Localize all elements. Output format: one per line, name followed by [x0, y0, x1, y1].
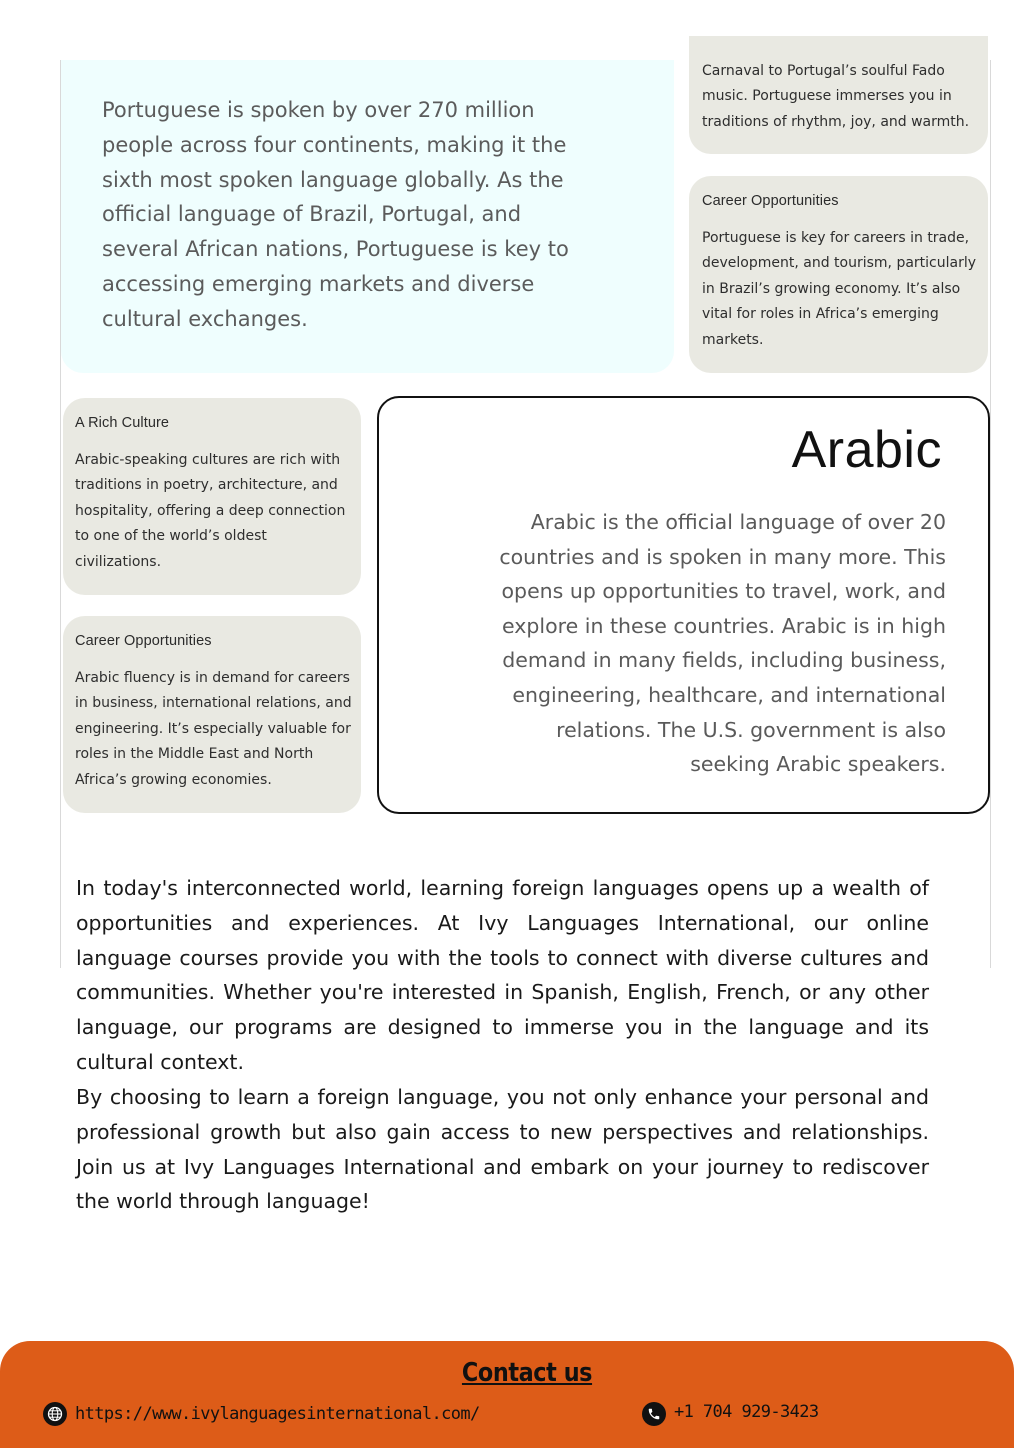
portuguese-career-text: Portuguese is key for careers in trade, development, and tourism, particularly in Brazil’s growing economy. It’s also vital for roles in Africa’s emerging markets. — [702, 230, 977, 348]
website-link[interactable]: https://www.ivylanguagesinternational.com/ — [75, 1404, 480, 1424]
phone-icon — [642, 1402, 666, 1426]
arabic-culture-title: A Rich Culture — [75, 415, 170, 431]
arabic-main-box — [377, 396, 990, 814]
portuguese-career-title: Career Opportunities — [702, 193, 839, 209]
arabic-description: Arabic is the official language of over 20 countries and is spoken in many more. This opens up opportunities to travel, work, and explore in these countries. Arabic is in high demand in many fields, including business, engineering, healthcare, and international relations. The U.S. government is also seeking Arabic speakers. — [499, 510, 946, 777]
body-paragraph-1: In today's interconnected world, learning foreign languages opens up a wealth of opportunities and experiences. At Ivy Languages International, our online language courses provide you with the tools to connect with diverse cultures and communities. Whether you're interested in Spanish, English, French, or any other language, our programs are designed to immerse you in the language and its cultural context. — [76, 876, 929, 1074]
phone-number[interactable]: +1 704 929-3423 — [674, 1402, 819, 1422]
arabic-heading: Arabic — [791, 421, 942, 479]
globe-icon — [43, 1402, 67, 1426]
portuguese-culture-text: Carnaval to Portugal’s soulful Fado music. Portuguese immerses you in traditions of rhythm, joy, and warmth. — [702, 63, 970, 130]
right-frame-line — [990, 60, 991, 968]
arabic-career-title: Career Opportunities — [75, 633, 212, 649]
body-paragraph-2: By choosing to learn a foreign language, you not only enhance your personal and professional growth but also gain access to new perspectives and relationships. Join us at Ivy Languages International and embark on your journey to rediscover the world through language! — [76, 1085, 929, 1214]
contact-us-heading: Contact us — [461, 1358, 593, 1388]
arabic-culture-text: Arabic-speaking cultures are rich with traditions in poetry, architecture, and hospitality, offering a deep connection to one of the world’s oldest civilizations. — [75, 452, 346, 570]
portuguese-intro-text: Portuguese is spoken by over 270 million people across four continents, making it the sixth most spoken language globally. As the official language of Brazil, Portugal, and several African nations, Portuguese is key to accessing emerging markets and diverse cultural exchanges. — [102, 98, 569, 331]
arabic-career-text: Arabic fluency is in demand for careers in business, international relations, and engineering. It’s especially valuable for roles in the Middle East and North Africa’s growing economies. — [75, 670, 352, 788]
